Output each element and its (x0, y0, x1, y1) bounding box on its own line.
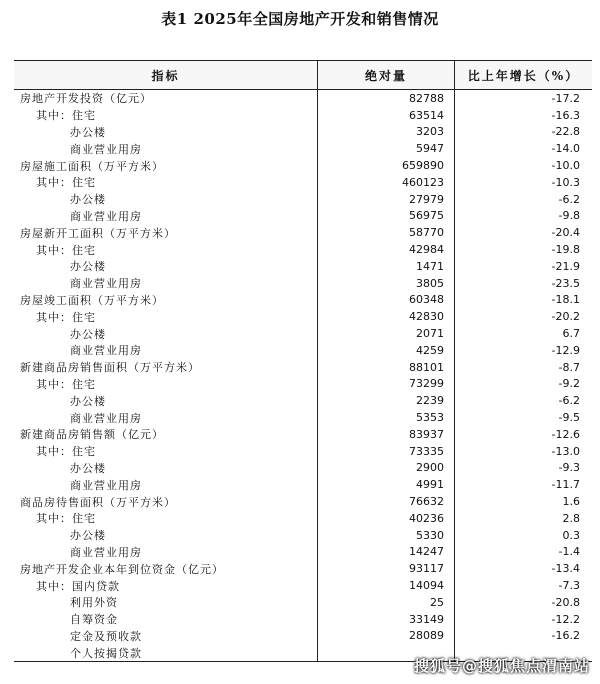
row-label: 个人按揭贷款 (14, 644, 318, 661)
row-absolute-value: 27979 (318, 191, 455, 208)
row-absolute-value: 93117 (318, 560, 455, 577)
row-growth-value: -7.3 (558, 579, 580, 592)
row-absolute-value: 73299 (318, 376, 455, 393)
row-growth-value: -12.6 (551, 427, 580, 441)
table-row (14, 443, 592, 460)
row-label: 其中：住宅 (14, 308, 318, 325)
row-growth-value: -6.2 (558, 394, 580, 408)
row-growth-value: -20.2 (551, 310, 580, 324)
row-absolute-value: 42984 (318, 241, 455, 258)
table-row (14, 224, 592, 241)
row-absolute-value: 40236 (318, 510, 455, 527)
header-indicator: 指标 (14, 61, 318, 89)
row-label: 办公楼 (14, 124, 318, 141)
row-growth-value: 6.7 (562, 327, 580, 341)
row-growth-value: -10.0 (551, 159, 580, 173)
row-label: 房屋施工面积（万平方米） (14, 157, 318, 174)
row-label: 其中：住宅 (14, 107, 318, 124)
row-growth-value: -9.2 (558, 377, 580, 391)
row-growth-value: -14.0 (551, 142, 580, 156)
row-label: 房地产开发投资（亿元） (14, 90, 318, 107)
table-row (14, 124, 592, 141)
table-row (14, 510, 592, 527)
table-row (14, 208, 592, 225)
row-label: 商业营业用房 (14, 544, 318, 561)
table-row (14, 258, 592, 275)
table-row (14, 577, 592, 594)
row-label: 其中：住宅 (14, 376, 318, 393)
row-absolute-value: 5947 (318, 140, 455, 157)
table-row (14, 140, 592, 157)
row-label: 办公楼 (14, 325, 318, 342)
row-growth-value: -18.1 (551, 293, 580, 307)
row-absolute-value: 76632 (318, 493, 455, 510)
row-absolute-value: 63514 (318, 107, 455, 124)
row-absolute-value: 2071 (318, 325, 455, 342)
row-absolute-value: 25 (318, 594, 455, 611)
row-growth-value: -9.5 (558, 411, 580, 425)
row-absolute-value: 5330 (318, 527, 455, 544)
row-growth-value: -9.3 (558, 461, 580, 475)
row-label: 其中：住宅 (14, 174, 318, 191)
header-absolute: 绝对量 (318, 61, 455, 89)
table-row (14, 460, 592, 477)
table-row (14, 90, 592, 107)
table-row (14, 476, 592, 493)
table-row (14, 157, 592, 174)
row-growth-value: -13.4 (551, 562, 580, 576)
table-row (14, 342, 592, 359)
row-label: 办公楼 (14, 460, 318, 477)
row-label: 其中：住宅 (14, 241, 318, 258)
row-absolute-value: 28089 (318, 628, 455, 645)
table-header (14, 61, 592, 90)
row-growth-value: -17.2 (551, 91, 580, 105)
row-label: 商业营业用房 (14, 476, 318, 493)
row-absolute-value: 60348 (318, 292, 455, 309)
row-absolute-value: 33149 (318, 611, 455, 628)
row-label: 办公楼 (14, 527, 318, 544)
row-label: 自筹资金 (14, 611, 318, 628)
row-absolute-value: 1471 (318, 258, 455, 275)
row-absolute-value: 4259 (318, 342, 455, 359)
row-growth-value: -12.2 (551, 612, 580, 626)
row-label: 房地产开发企业本年到位资金（亿元） (14, 560, 318, 577)
row-growth-value: -1.4 (558, 545, 580, 559)
row-label: 商业营业用房 (14, 140, 318, 157)
table-row (14, 359, 592, 376)
table-row (14, 560, 592, 577)
row-absolute-value: 58770 (318, 224, 455, 241)
row-growth-value: 1.6 (562, 495, 580, 509)
row-growth-value: -10.3 (551, 175, 580, 189)
table-row (14, 628, 592, 645)
row-absolute-value: 5353 (318, 409, 455, 426)
row-label: 办公楼 (14, 191, 318, 208)
row-growth-value: 0.3 (562, 528, 580, 542)
table-row (14, 174, 592, 191)
row-label: 其中：住宅 (14, 443, 318, 460)
row-label: 商业营业用房 (14, 208, 318, 225)
row-growth-value: -11.7 (551, 478, 580, 492)
row-label: 办公楼 (14, 258, 318, 275)
row-growth-value: -6.2 (558, 192, 580, 206)
data-table (14, 60, 592, 662)
table-row (14, 376, 592, 393)
table-row (14, 191, 592, 208)
row-label: 其中：住宅 (14, 510, 318, 527)
table-row (14, 325, 592, 342)
table-row (14, 308, 592, 325)
row-absolute-value: 659890 (318, 157, 455, 174)
table-row (14, 241, 592, 258)
row-absolute-value: 83937 (318, 426, 455, 443)
row-growth-value: -22.8 (551, 125, 580, 139)
table-row (14, 409, 592, 426)
table-row (14, 292, 592, 309)
row-absolute-value: 2900 (318, 460, 455, 477)
row-growth-value: -12.9 (551, 343, 580, 357)
table-row (14, 544, 592, 561)
row-absolute-value: 4991 (318, 476, 455, 493)
row-growth-value: -13.0 (551, 444, 580, 458)
table-row (14, 426, 592, 443)
row-label: 定金及预收款 (14, 628, 318, 645)
table-row (14, 493, 592, 510)
table-body (14, 90, 592, 661)
table-row (14, 527, 592, 544)
table-row (14, 107, 592, 124)
row-label: 其中：国内贷款 (14, 577, 318, 594)
row-label: 房屋新开工面积（万平方米） (14, 224, 318, 241)
row-growth-value: -21.9 (551, 259, 580, 273)
table-row (14, 275, 592, 292)
row-growth-value: -16.3 (551, 108, 580, 122)
row-absolute-value: 82788 (318, 90, 455, 107)
row-label: 房屋竣工面积（万平方米） (14, 292, 318, 309)
row-growth-value: -20.4 (551, 226, 580, 240)
row-label: 商业营业用房 (14, 275, 318, 292)
row-growth-value: -20.8 (551, 595, 580, 609)
row-growth-value: -9.8 (558, 209, 580, 223)
table-title: 表1 2025年全国房地产开发和销售情况 (161, 10, 439, 28)
row-label: 新建商品房销售额（亿元） (14, 426, 318, 443)
row-label: 办公楼 (14, 392, 318, 409)
row-growth-value: 2.8 (562, 511, 580, 525)
table-row (14, 611, 592, 628)
row-growth-value: -16.2 (551, 629, 580, 643)
row-absolute-value: 42830 (318, 308, 455, 325)
row-label: 商品房待售面积（万平方米） (14, 493, 318, 510)
row-growth-value: -23.5 (551, 276, 580, 290)
row-growth-value: -19.8 (551, 243, 580, 257)
table-row (14, 392, 592, 409)
row-absolute-value: 56975 (318, 208, 455, 225)
row-absolute-value: 73335 (318, 443, 455, 460)
row-absolute-value: 14247 (318, 544, 455, 561)
row-absolute-value: 14094 (318, 577, 455, 594)
row-absolute-value: 460123 (318, 174, 455, 191)
watermark: 搜狐号@搜狐焦点渭南站 (413, 657, 590, 675)
row-label: 新建商品房销售面积（万平方米） (14, 359, 318, 376)
row-label: 利用外资 (14, 594, 318, 611)
table-row (14, 594, 592, 611)
row-absolute-value: 2239 (318, 392, 455, 409)
header-growth: 比上年增长（%） (467, 68, 580, 83)
row-label: 商业营业用房 (14, 409, 318, 426)
row-absolute-value: 3203 (318, 124, 455, 141)
row-absolute-value: 88101 (318, 359, 455, 376)
row-absolute-value: 3805 (318, 275, 455, 292)
row-label: 商业营业用房 (14, 342, 318, 359)
row-growth-value: -8.7 (558, 360, 580, 374)
